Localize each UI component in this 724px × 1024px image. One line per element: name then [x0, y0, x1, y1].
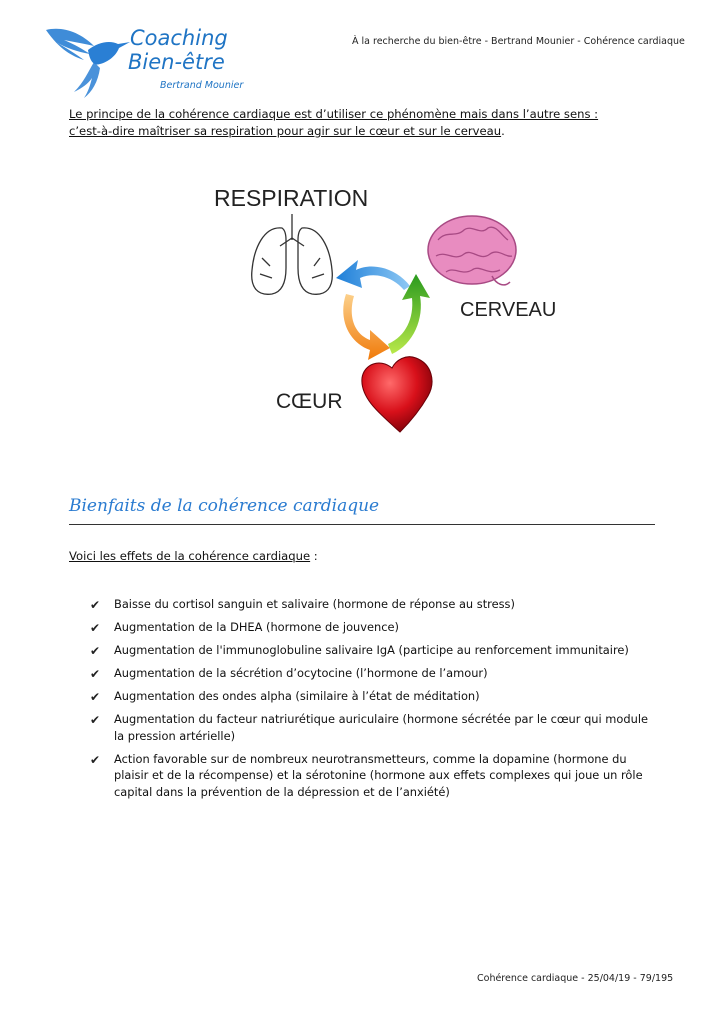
section-divider [69, 524, 655, 525]
effect-text: Augmentation de l'immunoglobuline salivaire IgA (participe au renforcement immunitaire) [114, 643, 629, 657]
logo-line1: Coaching [130, 26, 228, 50]
page-header: À la recherche du bien-être - Bertrand Mounier - Cohérence cardiaque [352, 36, 685, 47]
effect-text: Baisse du cortisol sanguin et salivaire (hormone de réponse au stress) [114, 597, 515, 611]
hummingbird-icon [44, 24, 134, 100]
arrow-blue-icon [336, 260, 410, 290]
logo-author: Bertrand Mounier [160, 80, 244, 91]
heart-icon [362, 357, 432, 432]
label-coeur: CŒUR [276, 390, 343, 413]
effect-text: Action favorable sur de nombreux neurotransmetteurs, comme la dopamine (hormone du plaisir et de la récompense) et la sérotonine (hormone aux effets complexes qui joue un rôle capital dans la prévention de la dépression et de l’anxiété) [114, 751, 643, 799]
check-icon: ✔ [90, 690, 101, 704]
check-icon: ✔ [90, 713, 101, 727]
arrow-orange-icon [343, 294, 390, 360]
list-item [90, 596, 650, 613]
section-title: Bienfaits de la cohérence cardiaque [69, 496, 380, 516]
check-icon: ✔ [90, 667, 101, 681]
coherence-diagram [210, 178, 590, 448]
brain-icon [428, 216, 516, 285]
list-item [90, 619, 650, 636]
intro-paragraph [69, 106, 629, 140]
list-item [90, 642, 650, 659]
check-icon: ✔ [90, 598, 101, 612]
effect-text: Augmentation de la sécrétion d’ocytocine (l’hormone de l’amour) [114, 666, 488, 680]
logo-line2: Bien-être [128, 50, 225, 74]
logo [44, 24, 244, 100]
lead-paragraph [69, 549, 318, 563]
label-cerveau: CERVEAU [460, 299, 557, 321]
effect-text: Augmentation de la DHEA (hormone de jouvence) [114, 620, 399, 634]
effect-text: Augmentation des ondes alpha (similaire à l’état de méditation) [114, 689, 480, 703]
check-icon: ✔ [90, 621, 101, 635]
page-footer: Cohérence cardiaque - 25/04/19 - 79/195 [477, 973, 674, 984]
list-item [90, 711, 650, 744]
list-item [90, 688, 650, 705]
check-icon: ✔ [90, 644, 101, 658]
list-item [90, 751, 650, 801]
check-icon: ✔ [90, 752, 101, 767]
lead-end: : [310, 549, 318, 563]
label-respiration: RESPIRATION [214, 185, 369, 211]
intro-end: . [501, 124, 505, 138]
effect-text: Augmentation du facteur natriurétique auriculaire (hormone sécrétée par le cœur qui module la pression artérielle) [114, 712, 648, 743]
lead-text: Voici les effets de la cohérence cardiaque [69, 549, 311, 563]
intro-text: Le principe de la cohérence cardiaque est d’utiliser ce phénomène mais dans l’autre sens : c’est-à-dire maîtriser sa respiration pour agir sur le cœur et sur le cerveau [69, 107, 599, 138]
list-item [90, 665, 650, 682]
effects-list [90, 596, 650, 807]
lungs-icon [252, 214, 333, 294]
